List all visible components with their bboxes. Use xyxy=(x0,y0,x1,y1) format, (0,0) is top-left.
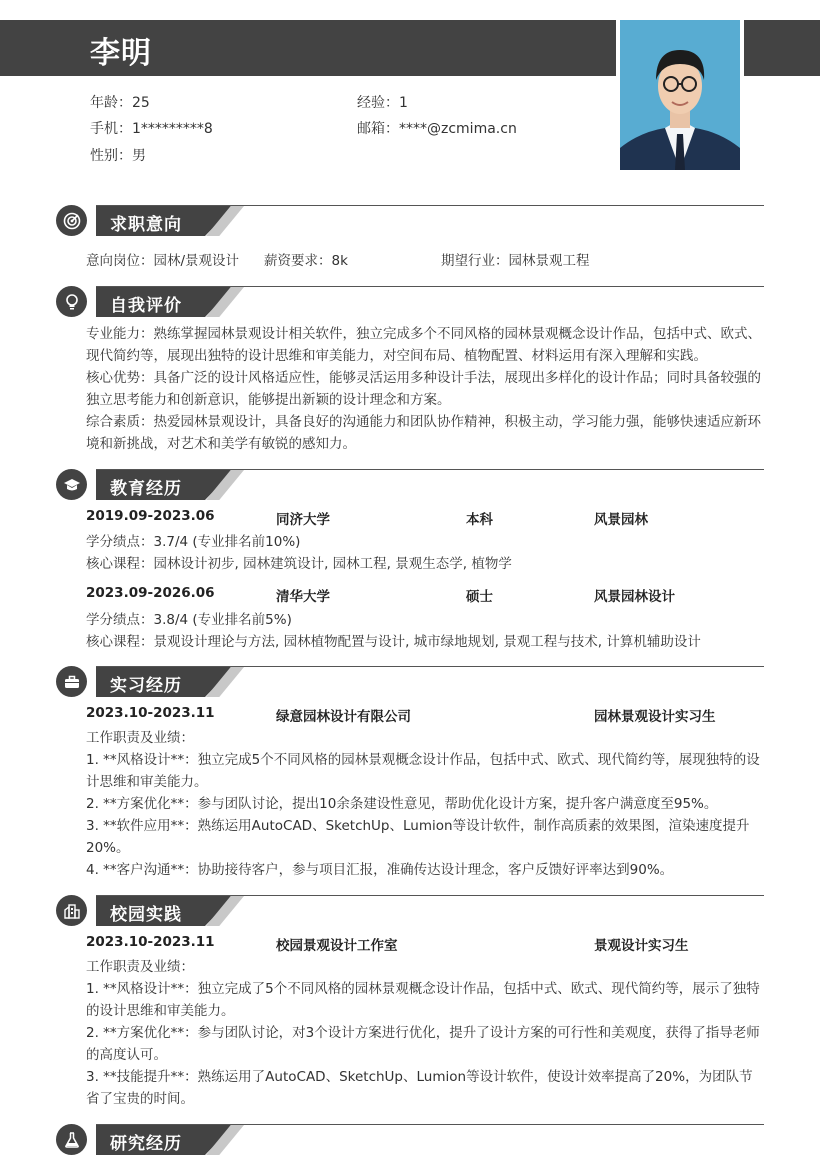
section-header-internship xyxy=(56,666,764,698)
campus-header xyxy=(86,934,766,956)
edu-period: 2023.09-2026.06 xyxy=(86,585,215,601)
self-eval-item: 专业能力：熟练掌握园林景观设计相关软件，独立完成多个不同风格的园林景观概念设计作品，包括中式、欧式、现代简约等，展现出独特的设计思维和审美能力，对空间布局、植物配置、材料运用有深入理解和实践。 xyxy=(86,326,761,364)
section-header-education xyxy=(56,469,764,501)
phone-info xyxy=(90,118,213,138)
internship-duty-title: 工作职责及业绩： xyxy=(86,730,194,746)
campus-item: 2. **方案优化**：参与团队讨论，对3个设计方案进行优化，提升了设计方案的可行性和美观度，获得了指导老师的高度认可。 xyxy=(86,1025,760,1063)
edu-gpa: 学分绩点：3.8/4 (专业排名前5%) xyxy=(86,612,292,628)
edu-school: 同济大学 xyxy=(276,512,330,528)
edu-school: 清华大学 xyxy=(276,589,330,605)
internship-period: 2023.10-2023.11 xyxy=(86,705,215,721)
education-entry-2-header xyxy=(86,585,766,607)
gender-label: 性别： xyxy=(90,148,132,164)
header-bar-right xyxy=(744,20,820,76)
email-info xyxy=(357,118,517,138)
section-header-self-eval xyxy=(56,286,764,318)
internship-company: 绿意园林设计有限公司 xyxy=(276,709,411,725)
section-title-research: 研究经历 xyxy=(110,1134,182,1154)
target-icon xyxy=(56,205,87,236)
edu-degree: 本科 xyxy=(466,512,493,528)
phone-label: 手机： xyxy=(90,121,132,137)
flask-icon xyxy=(56,1124,87,1155)
email-value: ****@zcmima.cn xyxy=(399,121,517,137)
edu-period: 2019.09-2023.06 xyxy=(86,508,215,524)
edu-courses: 核心课程：园林设计初步, 园林建筑设计, 园林工程, 景观生态学, 植物学 xyxy=(86,556,512,572)
candidate-name: 李明 xyxy=(90,36,152,71)
section-title-internship: 实习经历 xyxy=(110,676,182,696)
edu-degree: 硕士 xyxy=(466,589,493,605)
intent-row xyxy=(86,249,766,271)
lightbulb-icon xyxy=(56,286,87,317)
campus-period: 2023.10-2023.11 xyxy=(86,934,215,950)
campus-item: 1. **风格设计**：独立完成了5个不同风格的园林景观概念设计作品，包括中式、欧式、现代简约等，展示了独特的设计思维和审美能力。 xyxy=(86,981,760,1019)
campus-org: 校园景观设计工作室 xyxy=(276,938,398,954)
age-info xyxy=(90,92,150,112)
section-header-research xyxy=(56,1124,764,1156)
education-entry-1-header xyxy=(86,508,766,530)
gender-info xyxy=(90,145,146,165)
internship-item: 4. **客户沟通**：协助接待客户，参与项目汇报，准确传达设计理念，客户反馈好评率达到90%。 xyxy=(86,862,674,878)
email-label: 邮箱： xyxy=(357,121,399,137)
experience-label: 经验： xyxy=(357,95,399,111)
section-title-campus: 校园实践 xyxy=(110,905,182,925)
internship-item: 1. **风格设计**：独立完成5个不同风格的园林景观概念设计作品，包括中式、欧式、现代简约等，展现独特的设计思维和审美能力。 xyxy=(86,752,760,790)
intent-industry: 期望行业：园林景观工程 xyxy=(441,253,590,269)
internship-role: 园林景观设计实习生 xyxy=(594,709,716,725)
profile-photo xyxy=(620,20,740,170)
edu-major: 风景园林设计 xyxy=(594,589,675,605)
section-title-education: 教育经历 xyxy=(110,479,182,499)
internship-item: 3. **软件应用**：熟练运用AutoCAD、SketchUp、Lumion等设计软件，制作高质素的效果图，渲染速度提升20%。 xyxy=(86,818,750,856)
campus-duty-title: 工作职责及业绩： xyxy=(86,959,194,975)
edu-gpa: 学分绩点：3.7/4 (专业排名前10%) xyxy=(86,534,301,550)
section-header-campus xyxy=(56,895,764,927)
section-title-intent: 求职意向 xyxy=(110,215,182,235)
campus-role: 景观设计实习生 xyxy=(594,938,689,954)
self-eval-block xyxy=(86,323,766,455)
section-title-self-eval: 自我评价 xyxy=(110,296,182,316)
intent-position: 意向岗位：园林/景观设计 xyxy=(86,253,240,269)
internship-item: 2. **方案优化**：参与团队讨论，提出10余条建设性意见，帮助优化设计方案，提升客户满意度至95%。 xyxy=(86,796,718,812)
gender-value: 男 xyxy=(132,148,146,164)
phone-value: 1*********8 xyxy=(132,121,213,137)
internship-header xyxy=(86,705,766,727)
building-icon xyxy=(56,895,87,926)
age-label: 年龄： xyxy=(90,95,132,111)
edu-major: 风景园林 xyxy=(594,512,648,528)
edu-courses: 核心课程：景观设计理论与方法, 园林植物配置与设计, 城市绿地规划, 景观工程与技术, 计算机辅助设计 xyxy=(86,634,701,650)
internship-details xyxy=(86,727,766,881)
age-value: 25 xyxy=(132,95,150,111)
self-eval-item: 核心优势：具备广泛的设计风格适应性，能够灵活运用多种设计手法，展现出多样化的设计作品；同时具备较强的独立思考能力和创新意识，能够提出新颖的设计理念和方案。 xyxy=(86,370,761,408)
self-eval-item: 综合素质：热爱园林景观设计，具备良好的沟通能力和团队协作精神，积极主动，学习能力强，能够快速适应新环境和新挑战，对艺术和美学有敏锐的感知力。 xyxy=(86,414,761,452)
graduation-cap-icon xyxy=(56,469,87,500)
experience-info xyxy=(357,92,408,112)
section-header-intent xyxy=(56,205,764,237)
campus-item: 3. **技能提升**：熟练运用了AutoCAD、SketchUp、Lumion等设计软件，使设计效率提高了20%，为团队节省了宝贵的时间。 xyxy=(86,1069,753,1107)
briefcase-icon xyxy=(56,666,87,697)
campus-details xyxy=(86,956,766,1110)
experience-value: 1 xyxy=(399,95,408,111)
intent-salary: 薪资要求：8k xyxy=(264,253,348,269)
